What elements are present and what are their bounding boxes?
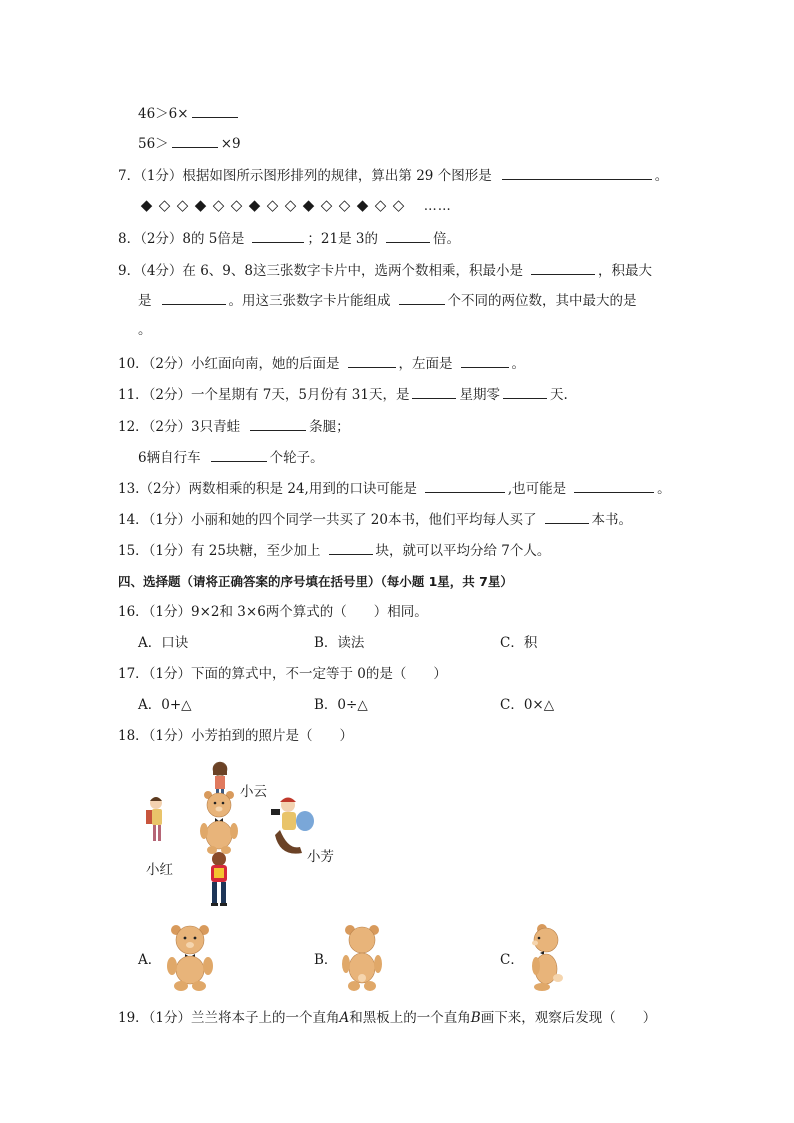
question-9: 9．（4分）在 6、9、8这三张数字卡片中，选两个数相乘，积最小是 ，积最大 (118, 263, 652, 279)
hollow-diamond-icon: ◇ (284, 196, 298, 214)
question-10: 10．（2分）小红面向南，她的后面是 ，左面是 。 (118, 356, 526, 372)
answer-blank[interactable] (162, 291, 226, 305)
question-14: 14．（1分）小丽和她的四个同学一共买了 20本书，他们平均每人买了 本书。 (118, 512, 632, 528)
answer-blank[interactable] (386, 229, 430, 243)
camera-icon (271, 809, 280, 815)
label-xiaohong: 小红 (146, 862, 173, 878)
bear-back-view-image[interactable] (336, 920, 388, 994)
photo-scene-illustration (130, 755, 330, 915)
answer-blank[interactable] (329, 541, 373, 555)
bear-side-view-image[interactable] (522, 920, 570, 994)
answer-blank[interactable] (425, 479, 505, 493)
hollow-diamond-icon: ◇ (338, 196, 352, 214)
question-17: 17．（1分）下面的算式中，不一定等于 0的是（ ） (118, 666, 447, 682)
question-11: 11．（2分）一个星期有 7天，5月份有 31天，是 星期零 天. (118, 387, 568, 403)
question-18: 18．（1分）小芳拍到的照片是（ ） (118, 728, 354, 744)
option-b[interactable]: B．0÷△ (314, 697, 368, 713)
option-a[interactable]: A．口诀 (138, 635, 189, 651)
option-b[interactable]: B．读法 (314, 635, 365, 651)
hollow-diamond-icon: ◇ (230, 196, 244, 214)
answer-blank[interactable] (192, 104, 238, 118)
label-xiaofang: 小芳 (307, 849, 334, 865)
hollow-diamond-icon: ◇ (176, 196, 190, 214)
question-8: 8．（2分）8的 5倍是 ；21是 3的 倍。 (118, 231, 460, 247)
filled-diamond-icon: ◆ (302, 196, 316, 214)
filled-diamond-icon: ◆ (248, 196, 262, 214)
answer-blank[interactable] (503, 385, 547, 399)
boy-figure (211, 852, 227, 906)
question-16: 16．（1分）9×2和 3×6两个算式的（ ）相同。 (118, 604, 428, 620)
option-a[interactable]: A． (138, 952, 162, 968)
question-9-line-3: 。 (138, 322, 152, 338)
hollow-diamond-icon: ◇ (158, 196, 172, 214)
question-13: 13.（2分）两数相乘的积是 24,用到的口诀可能是 ,也可能是 。 (118, 481, 671, 497)
answer-blank[interactable] (574, 479, 654, 493)
label-xiaoyun: 小云 (240, 784, 267, 800)
teddy-bear-figure (200, 791, 238, 854)
question-19: 19．（1分）兰兰将本子上的一个直角A和黑板上的一个直角B画下来，观察后发现（ ） (118, 1010, 657, 1026)
question-15: 15．（1分）有 25块糖，至少加上 块，就可以平均分给 7个人。 (118, 543, 551, 559)
shape-pattern (138, 196, 452, 214)
option-c[interactable]: C． (500, 952, 524, 968)
question-12-line-2: 6辆自行车 个轮子。 (138, 450, 324, 466)
answer-blank[interactable] (545, 510, 589, 524)
answer-blank[interactable] (348, 354, 396, 368)
filled-diamond-icon: ◆ (194, 196, 208, 214)
hollow-diamond-icon: ◇ (374, 196, 388, 214)
answer-blank[interactable] (412, 385, 456, 399)
hollow-diamond-icon: ◇ (392, 196, 406, 214)
answer-blank[interactable] (399, 291, 445, 305)
hollow-diamond-icon: ◇ (266, 196, 280, 214)
bear-front-view-image[interactable] (160, 920, 220, 994)
hollow-diamond-icon: ◇ (320, 196, 334, 214)
ellipsis: …… (423, 199, 452, 214)
answer-blank[interactable] (531, 261, 595, 275)
q6-line-b: 56＞ ×9 (138, 136, 241, 152)
filled-diamond-icon: ◆ (140, 196, 154, 214)
option-c[interactable]: C．积 (500, 635, 538, 651)
answer-blank[interactable] (250, 417, 306, 431)
filled-diamond-icon: ◆ (356, 196, 370, 214)
answer-blank[interactable] (461, 354, 509, 368)
answer-blank[interactable] (211, 448, 267, 462)
answer-blank[interactable] (172, 134, 218, 148)
question-7: 7．（1分）根据如图所示图形排列的规律，算出第 29 个图形是 。 (118, 168, 669, 184)
section-heading: 四、选择题（请将正确答案的序号填在括号里）（每小题 1星，共 7星） (118, 574, 513, 589)
answer-blank[interactable] (252, 229, 304, 243)
question-12: 12．（2分）3只青蛙 条腿； (118, 419, 350, 435)
question-9-line-2: 是 。用这三张数字卡片能组成 个不同的两位数，其中最大的是 (138, 293, 637, 309)
option-c[interactable]: C．0×△ (500, 697, 555, 713)
option-a[interactable]: A．0+△ (138, 697, 192, 713)
hollow-diamond-icon: ◇ (212, 196, 226, 214)
option-b[interactable]: B． (314, 952, 338, 968)
answer-blank[interactable] (502, 166, 652, 180)
q6-line-a: 46＞6× (138, 104, 241, 123)
girl-xiaohong-figure (146, 797, 162, 841)
